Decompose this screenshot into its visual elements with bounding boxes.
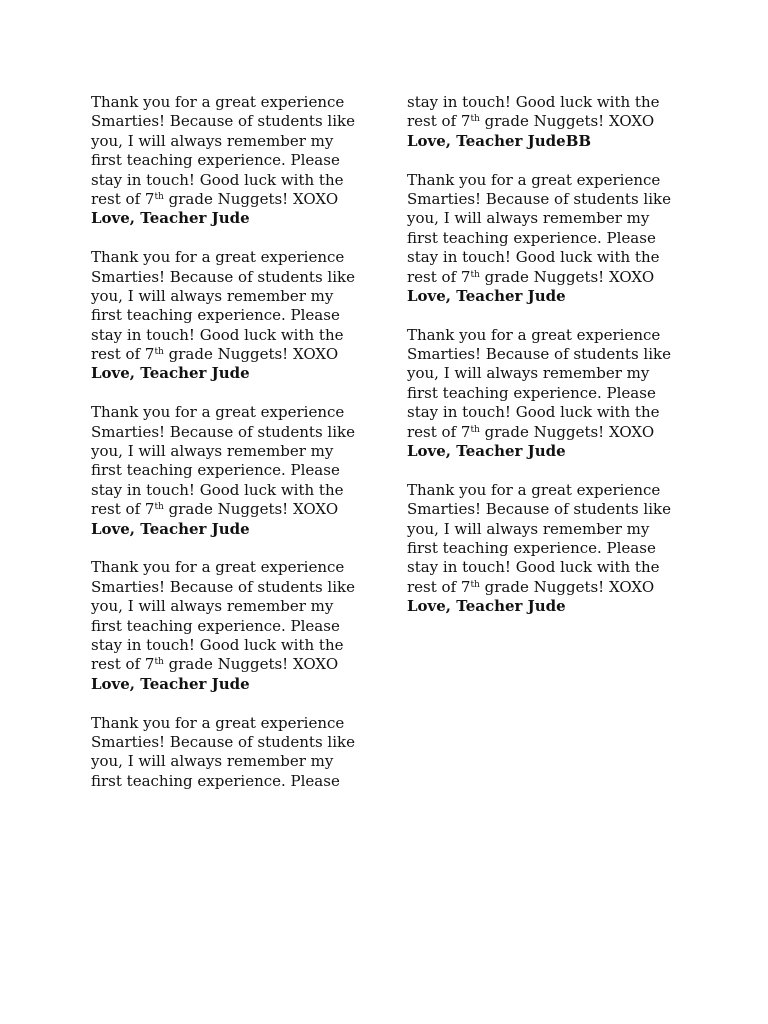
- ordinal-suffix: th: [470, 114, 480, 125]
- note-line: Thank you for a great experience: [91, 713, 345, 732]
- note-line: Thank you for a great experience: [91, 93, 345, 111]
- note-signature: Love, Teacher Jude: [91, 209, 250, 228]
- note-line: first teaching experience. Please: [91, 616, 340, 635]
- note-line-text: grade Nuggets! XOXO: [163, 655, 339, 674]
- note-line: Smarties! Because of students like: [91, 577, 355, 596]
- note-line-text: rest of 7: [407, 112, 471, 131]
- note-line: you, I will always remember my: [91, 286, 334, 305]
- note-line: you, I will always remember my: [407, 209, 650, 228]
- note-line: Smarties! Because of students like: [91, 112, 355, 131]
- note-line: Thank you for a great experience: [91, 403, 345, 422]
- note-line: first teaching experience. Please: [91, 306, 340, 325]
- note-line: first teaching experience. Please: [91, 771, 340, 790]
- note-line: Smarties! Because of students like: [91, 422, 355, 441]
- thank-you-note: [91, 93, 381, 229]
- note-line: first teaching experience. Please: [91, 461, 340, 480]
- note-signature: Love, Teacher Jude: [407, 597, 566, 616]
- note-line-text: rest of 7: [91, 345, 155, 364]
- note-line: Smarties! Because of students like: [407, 189, 671, 208]
- note-line: you, I will always remember my: [407, 364, 650, 383]
- ordinal-suffix: th: [470, 269, 480, 280]
- note-line: Smarties! Because of students like: [91, 267, 355, 286]
- note-line: stay in touch! Good luck with the: [407, 558, 660, 577]
- note-line-text: grade Nuggets! XOXO: [163, 189, 339, 208]
- note-signature: Love, Teacher Jude: [91, 519, 250, 538]
- ordinal-suffix: th: [154, 502, 164, 513]
- note-line: Thank you for a great experience: [407, 480, 661, 499]
- note-line-text: grade Nuggets! XOXO: [163, 500, 339, 519]
- note-line: [407, 578, 697, 597]
- note-line: you, I will always remember my: [407, 519, 650, 538]
- thank-you-note: [91, 403, 381, 539]
- ordinal-suffix: th: [470, 424, 480, 435]
- note-line: [407, 112, 697, 131]
- thank-you-note: [407, 326, 697, 462]
- note-line: Smarties! Because of students like: [407, 345, 671, 364]
- note-line: first teaching experience. Please: [407, 383, 656, 402]
- thank-you-note: [91, 248, 381, 384]
- note-line: [407, 423, 697, 442]
- note-line: stay in touch! Good luck with the: [91, 635, 344, 654]
- note-line: first teaching experience. Please: [407, 538, 656, 557]
- note-signature: Love, Teacher Jude: [91, 674, 250, 693]
- ordinal-suffix: th: [154, 657, 164, 668]
- note-line: [91, 500, 381, 519]
- note-signature: Love, Teacher Jude: [91, 364, 250, 383]
- thank-you-note: [407, 93, 697, 151]
- note-line: you, I will always remember my: [91, 752, 334, 771]
- note-line: stay in touch! Good luck with the: [91, 170, 344, 189]
- note-line-text: grade Nuggets! XOXO: [479, 577, 655, 596]
- note-signature: Love, Teacher Jude: [407, 286, 566, 305]
- note-line: you, I will always remember my: [91, 442, 334, 461]
- right-column: [407, 93, 697, 636]
- note-line: Thank you for a great experience: [91, 248, 345, 267]
- note-line: Thank you for a great experience: [91, 558, 345, 577]
- note-line: stay in touch! Good luck with the: [91, 325, 344, 344]
- note-line: you, I will always remember my: [91, 131, 334, 150]
- note-line: [91, 345, 381, 364]
- note-signature: Love, Teacher JudeBB: [407, 131, 592, 150]
- note-line-text: grade Nuggets! XOXO: [479, 422, 655, 441]
- ordinal-suffix: th: [470, 579, 480, 590]
- ordinal-suffix: th: [154, 191, 164, 202]
- note-line: stay in touch! Good luck with the: [407, 248, 660, 267]
- note-line: Smarties! Because of students like: [407, 500, 671, 519]
- note-line-text: grade Nuggets! XOXO: [163, 345, 339, 364]
- left-column: [91, 93, 381, 810]
- note-line-text: rest of 7: [91, 189, 155, 208]
- note-line: [407, 268, 697, 287]
- note-line: Smarties! Because of students like: [91, 732, 355, 751]
- note-signature: Love, Teacher Jude: [407, 442, 566, 461]
- note-line-text: rest of 7: [407, 422, 471, 441]
- thank-you-note: [407, 481, 697, 617]
- note-line: first teaching experience. Please: [91, 151, 340, 170]
- note-line-text: rest of 7: [407, 267, 471, 286]
- thank-you-note: [91, 558, 381, 694]
- note-line: stay in touch! Good luck with the: [91, 480, 344, 499]
- note-line-text: grade Nuggets! XOXO: [479, 267, 655, 286]
- note-line: Thank you for a great experience: [407, 325, 661, 344]
- note-line-text: rest of 7: [91, 500, 155, 519]
- thank-you-note: [407, 171, 697, 307]
- note-line-text: rest of 7: [91, 655, 155, 674]
- thank-you-note: [91, 714, 381, 792]
- note-line: Thank you for a great experience: [407, 170, 661, 189]
- ordinal-suffix: th: [154, 347, 164, 358]
- note-line: [91, 190, 381, 209]
- note-line: stay in touch! Good luck with the: [407, 93, 660, 111]
- note-line: you, I will always remember my: [91, 597, 334, 616]
- note-line-text: grade Nuggets! XOXO: [479, 112, 655, 131]
- note-line: [91, 655, 381, 674]
- note-line: first teaching experience. Please: [407, 228, 656, 247]
- note-line-text: rest of 7: [407, 577, 471, 596]
- note-line: stay in touch! Good luck with the: [407, 403, 660, 422]
